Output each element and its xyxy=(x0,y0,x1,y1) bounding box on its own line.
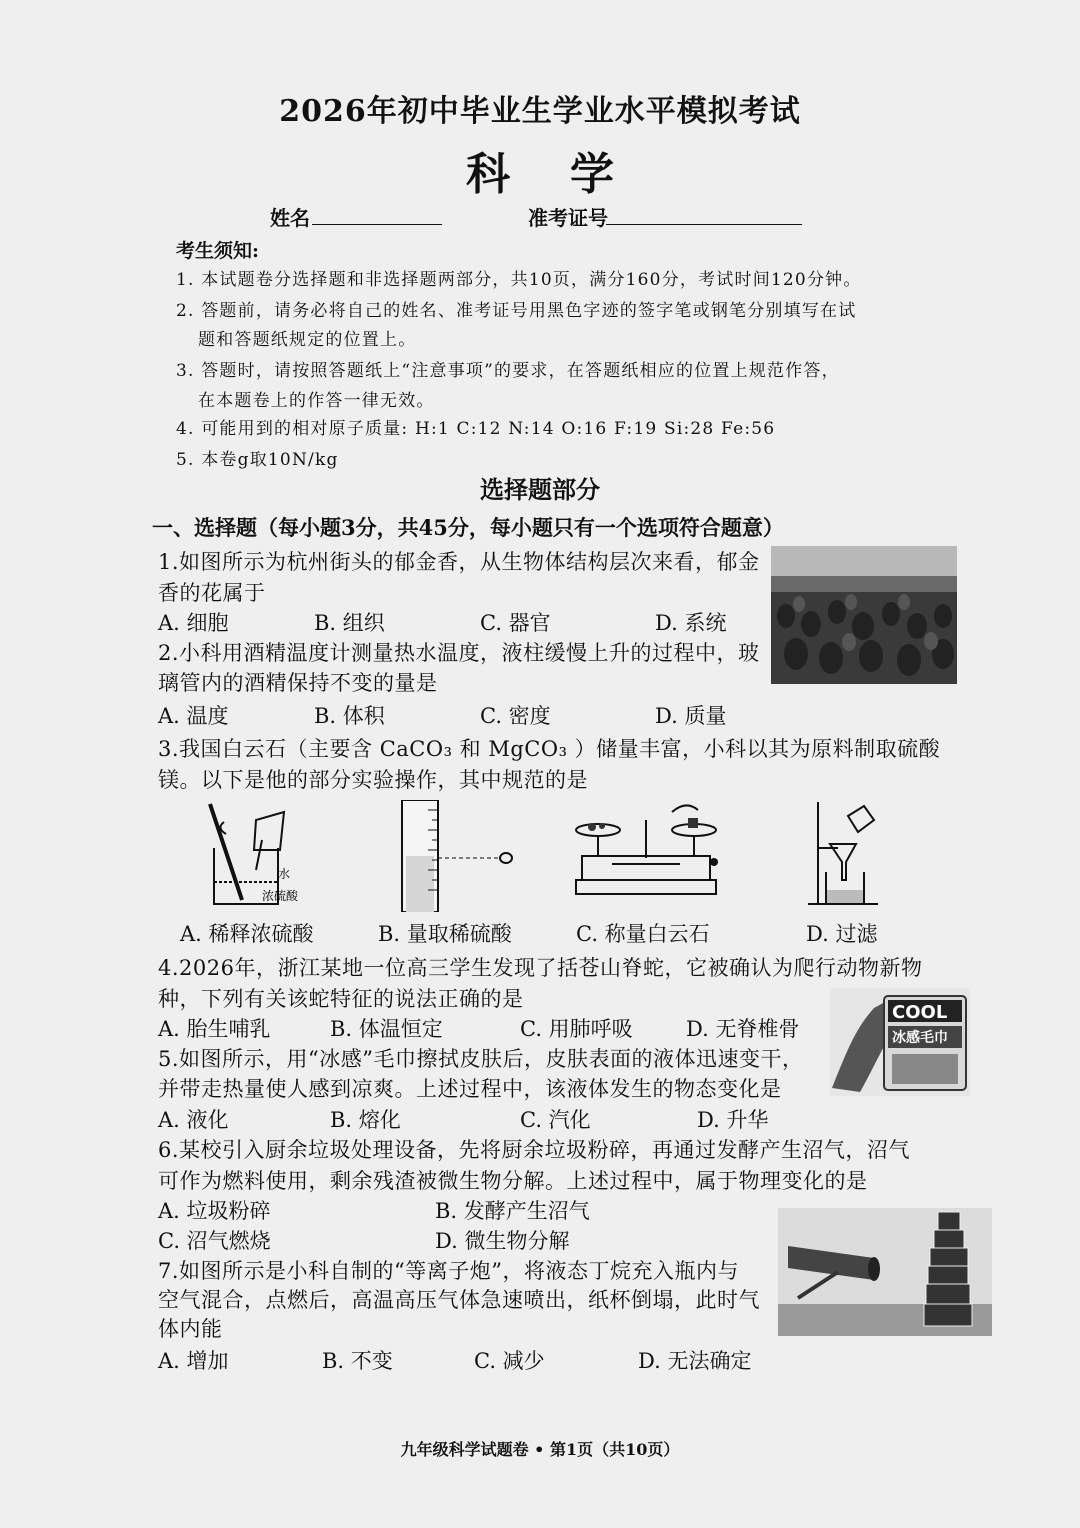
question-text: 并带走热量使人感到凉爽。上述过程中，该液体发生的物态变化是 xyxy=(158,1077,782,1101)
towel-photo xyxy=(830,988,970,1096)
notice-heading: 考生须知: xyxy=(176,240,260,262)
option-a: A. 稀释浓硫酸 xyxy=(180,922,314,946)
option-d: D. 微生物分解 xyxy=(435,1229,570,1253)
option-a: A. 细胞 xyxy=(158,611,229,635)
acid-label: 浓硫酸 xyxy=(262,889,299,903)
option-a: A. 垃圾粉碎 xyxy=(158,1199,271,1223)
question-text: 香的花属于 xyxy=(158,581,266,605)
option-a: A. 胎生哺乳 xyxy=(158,1017,271,1041)
name-label: 姓名 xyxy=(270,206,310,230)
option-b: B. 组织 xyxy=(314,611,385,635)
filtration-figure xyxy=(808,800,888,908)
option-d: D. 无法确定 xyxy=(638,1349,752,1373)
question-text: 镁。以下是他的部分实验操作，其中规范的是 xyxy=(158,768,588,792)
option-a: A. 温度 xyxy=(158,704,229,728)
notice-item: 题和答题纸规定的位置上。 xyxy=(198,330,417,350)
question-text: 3.我国白云石（主要含 CaCO₃ 和 MgCO₃ ）储量丰富，小科以其为原料制取硫酸 xyxy=(158,737,941,761)
option-c: C. 称量白云石 xyxy=(576,922,710,946)
notice-item: 3. 答题时，请按照答题纸上“注意事项”的要求，在答题纸相应的位置上规范作答， xyxy=(176,361,840,381)
option-b: B. 不变 xyxy=(322,1349,393,1373)
page-footer: 九年级科学试题卷 • 第1页（共10页） xyxy=(400,1440,680,1459)
towel-brand: COOL xyxy=(892,1002,948,1023)
id-blank xyxy=(606,224,802,225)
option-b: B. 体温恒定 xyxy=(330,1017,443,1041)
water-label: 水 xyxy=(278,867,291,881)
question-text: 可作为燃料使用，剩余残渣被微生物分解。上述过程中，属于物理变化的是 xyxy=(158,1169,868,1193)
plasma-cannon-photo xyxy=(778,1208,992,1336)
option-b: B. 熔化 xyxy=(330,1108,401,1132)
option-c: C. 汽化 xyxy=(520,1108,591,1132)
part-heading: 一、选择题（每小题3分，共45分，每小题只有一个选项符合题意） xyxy=(152,515,784,540)
option-b: B. 发酵产生沼气 xyxy=(435,1199,590,1223)
option-c: C. 器官 xyxy=(480,611,551,635)
option-c: C. 密度 xyxy=(480,704,551,728)
option-a: A. 增加 xyxy=(158,1349,229,1373)
balance-figure xyxy=(572,800,722,908)
subject-title: 科学 xyxy=(466,149,674,200)
name-blank xyxy=(312,224,442,225)
question-text: 4.2026年，浙江某地一位高三学生发现了括苍山脊蛇，它被确认为爬行动物新物 xyxy=(158,956,923,980)
notice-item: 2. 答题前，请务必将自己的姓名、准考证号用黑色字迹的签字笔或钢笔分别填写在试 xyxy=(176,301,857,321)
notice-item: 在本题卷上的作答一律无效。 xyxy=(198,391,435,411)
id-label: 准考证号 xyxy=(528,206,608,230)
question-text: 种，下列有关该蛇特征的说法正确的是 xyxy=(158,987,524,1011)
option-c: C. 用肺呼吸 xyxy=(520,1017,633,1041)
question-text: 体内能 xyxy=(158,1317,223,1341)
tulip-photo xyxy=(771,546,957,684)
option-d: D. 升华 xyxy=(697,1108,769,1132)
question-text: 2.小科用酒精温度计测量热水温度，液柱缓慢上升的过程中，玻 xyxy=(158,641,760,665)
question-text: 空气混合，点燃后，高温高压气体急速喷出，纸杯倒塌，此时气 xyxy=(158,1288,760,1312)
question-text: 璃管内的酒精保持不变的量是 xyxy=(158,671,438,695)
question-text: 6.某校引入厨余垃圾处理设备，先将厨余垃圾粉碎，再通过发酵产生沼气，沼气 xyxy=(158,1138,911,1162)
notice-item: 1. 本试题卷分选择题和非选择题两部分，共10页，满分160分，考试时间120分钟。 xyxy=(176,270,862,290)
option-b: B. 量取稀硫酸 xyxy=(378,922,512,946)
section-title: 选择题部分 xyxy=(480,475,600,504)
option-b: B. 体积 xyxy=(314,704,385,728)
notice-item: 5. 本卷g取10N/kg xyxy=(176,450,339,470)
towel-product: 冰感毛巾 xyxy=(892,1030,948,1046)
cylinder-figure xyxy=(398,800,518,912)
option-c: C. 沼气燃烧 xyxy=(158,1229,271,1253)
question-text: 1.如图所示为杭州街头的郁金香，从生物体结构层次来看，郁金 xyxy=(158,550,760,574)
option-d: D. 无脊椎骨 xyxy=(686,1017,800,1041)
option-d: D. 质量 xyxy=(655,704,727,728)
option-c: C. 减少 xyxy=(474,1349,545,1373)
question-text: 5.如图所示，用“冰感”毛巾擦拭皮肤后，皮肤表面的液体迅速变干， xyxy=(158,1047,804,1071)
option-d: D. 过滤 xyxy=(806,922,878,946)
dilution-figure xyxy=(200,800,300,912)
exam-title: 2026年初中毕业生学业水平模拟考试 xyxy=(279,94,801,129)
option-a: A. 液化 xyxy=(158,1108,229,1132)
question-text: 7.如图所示是小科自制的“等离子炮”，将液态丁烷充入瓶内与 xyxy=(158,1259,740,1283)
option-d: D. 系统 xyxy=(655,611,727,635)
notice-item: 4. 可能用到的相对原子质量: H:1 C:12 N:14 O:16 F:19 Si:28 Fe:56 xyxy=(176,419,776,439)
